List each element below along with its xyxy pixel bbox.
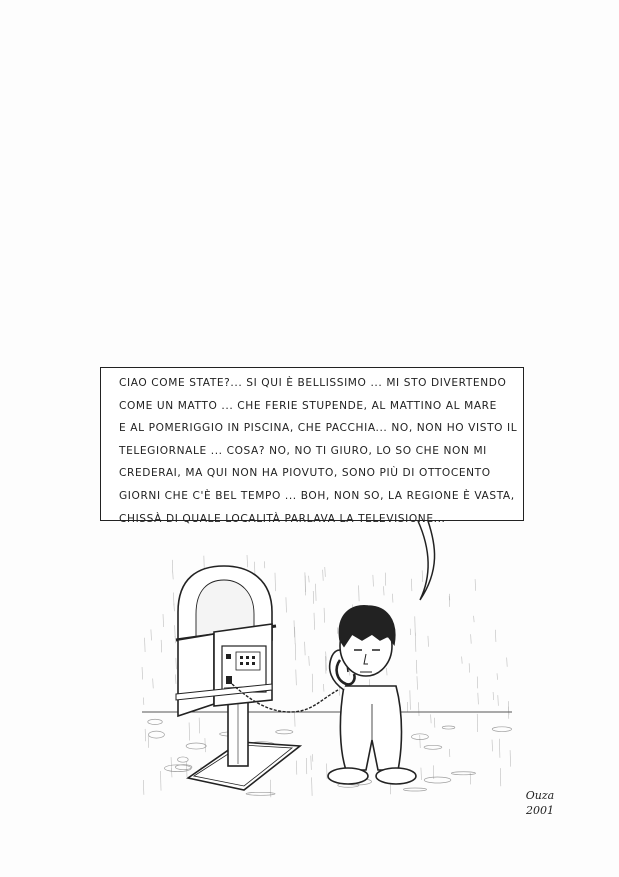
puddle-ripple (442, 726, 455, 729)
rain-drop (387, 668, 388, 675)
rain-drop (295, 627, 296, 644)
speech-line: COME UN MATTO ... CHE FERIE STUPENDE, AL MATTINO AL MARE (119, 399, 497, 412)
speech-line: GIORNI CHE C'È BEL TEMPO ... BOH, NON SO, LA REGIONE È VASTA, (119, 489, 515, 502)
speech-line: CHISSÀ DI QUALE LOCALITÀ PARLAVA LA TELEVISIONE... (119, 512, 446, 525)
rain-drop (431, 714, 432, 723)
rain-drop (176, 658, 177, 669)
rain-drop (309, 576, 310, 583)
rain-drop (369, 679, 370, 686)
rain-drop (151, 629, 152, 640)
rain-drop (143, 780, 144, 795)
rain-drop (420, 735, 421, 748)
rain-drop (475, 579, 476, 591)
speech-bubble (100, 367, 524, 525)
speech-bubble-tail (418, 521, 435, 600)
rain-drop (392, 594, 393, 603)
rain-drop (313, 591, 314, 604)
rain-drop (478, 693, 479, 705)
rain-drop (295, 643, 296, 660)
rain-drop (323, 570, 324, 581)
rain-drop (161, 771, 162, 791)
rain-drop (286, 597, 287, 612)
rain-drop (477, 714, 478, 732)
rain-drop (417, 676, 418, 689)
speech-line: CIAO COME STATE?... SI QUI È BELLISSIMO ... MI STO DIVERTENDO (119, 377, 507, 389)
rain-drop (421, 768, 422, 780)
rain-drop (275, 573, 276, 591)
rain-drop (422, 570, 423, 582)
rain-drop (325, 567, 326, 577)
rain-drop (296, 761, 297, 775)
rain-drop (493, 692, 494, 700)
rain-drop (309, 656, 310, 666)
rain-drop (385, 573, 386, 586)
rain-drop (510, 750, 511, 767)
puddle-ripple (186, 743, 206, 749)
rain-drop (410, 690, 411, 710)
rain-drop (312, 777, 313, 795)
rain-drop (175, 636, 176, 643)
speech-line: CREDERAI, MA QUI NON HA PIOVUTO, SONO PIÙ DI OTTOCENTO (119, 467, 491, 480)
rain-drop (163, 614, 164, 627)
puddle-ripple (403, 788, 426, 791)
rain-drop (173, 593, 174, 606)
signature-year: 2001 (526, 804, 554, 817)
rain-drop (312, 754, 313, 761)
rain-drop (312, 674, 313, 692)
rain-drop (492, 740, 493, 752)
speech-line: E AL POMERIGGIO IN PISCINA, CHE PACCHIA... NO, NON HO VISTO IL (119, 422, 518, 435)
signature-name: Ouza (525, 789, 555, 802)
puddle-ripple (424, 777, 451, 783)
rain-drop (497, 673, 498, 679)
puddle-ripple (149, 731, 165, 738)
rain-drop (142, 667, 143, 679)
puddle-ripple (424, 745, 442, 749)
puddle-ripple (492, 727, 511, 732)
rain-drop (477, 676, 478, 688)
rain-drop (498, 695, 499, 706)
rain-drop (173, 571, 174, 580)
rain-drop (324, 608, 325, 623)
rain-drop (296, 669, 297, 685)
rain-drop (148, 736, 149, 748)
rain-drop (264, 561, 265, 568)
rain-drop (469, 663, 470, 672)
rain-drop (327, 763, 328, 778)
rain-drop (407, 702, 408, 712)
rain-drop (295, 712, 296, 727)
puddle-ripple (276, 730, 293, 734)
rain-drop (145, 729, 146, 741)
rain-drop (337, 627, 338, 633)
rain-drop (499, 739, 500, 758)
rain-drop (175, 675, 176, 684)
rain-drop (306, 758, 307, 774)
puddle-ripple (451, 772, 475, 775)
rain-drop (359, 585, 360, 601)
rain-drop (270, 780, 271, 797)
artist-signature (516, 788, 564, 818)
rain-drop (143, 698, 144, 705)
puddle-ripples (148, 719, 512, 795)
rain-drop (316, 584, 317, 601)
puddle-ripple (148, 719, 163, 724)
rain-drop (449, 749, 450, 757)
rain-drop (175, 625, 176, 637)
rain-drop (199, 718, 200, 734)
rain-drop (247, 555, 248, 567)
rain-drop (311, 756, 312, 770)
puddle-ripple (164, 765, 191, 772)
rain-drop (419, 702, 420, 716)
rain-drop (410, 629, 411, 635)
rain-drop (145, 638, 146, 652)
rain-drop (474, 616, 475, 622)
rain-drop (153, 678, 154, 688)
rain-drop (171, 768, 172, 777)
phone-booth (176, 566, 300, 790)
rain-drop (507, 658, 508, 667)
rain-drop (411, 579, 412, 591)
rain-drop (314, 613, 315, 630)
rain-drop (495, 630, 496, 642)
rain-drop (471, 634, 472, 643)
rain-drop (462, 656, 463, 663)
rain-drop (428, 636, 429, 647)
puddle-ripple (178, 757, 189, 762)
rain-drop (500, 768, 501, 786)
speech-line: TELEGIORNALE ... COSA? NO, NO TI GIURO, LO SO CHE NON MI (119, 444, 487, 457)
rain-drop (384, 586, 385, 595)
rain-drop (161, 640, 162, 653)
rain-drop (373, 575, 374, 587)
rain-drop (305, 642, 306, 656)
rain-drop (174, 603, 175, 611)
rain-drop (415, 633, 416, 652)
rain-drop (305, 572, 306, 592)
rain-drop (416, 660, 417, 674)
rain-drop (189, 723, 190, 741)
person (328, 606, 416, 784)
rain-drop (434, 718, 435, 728)
rain-drop (323, 684, 324, 692)
